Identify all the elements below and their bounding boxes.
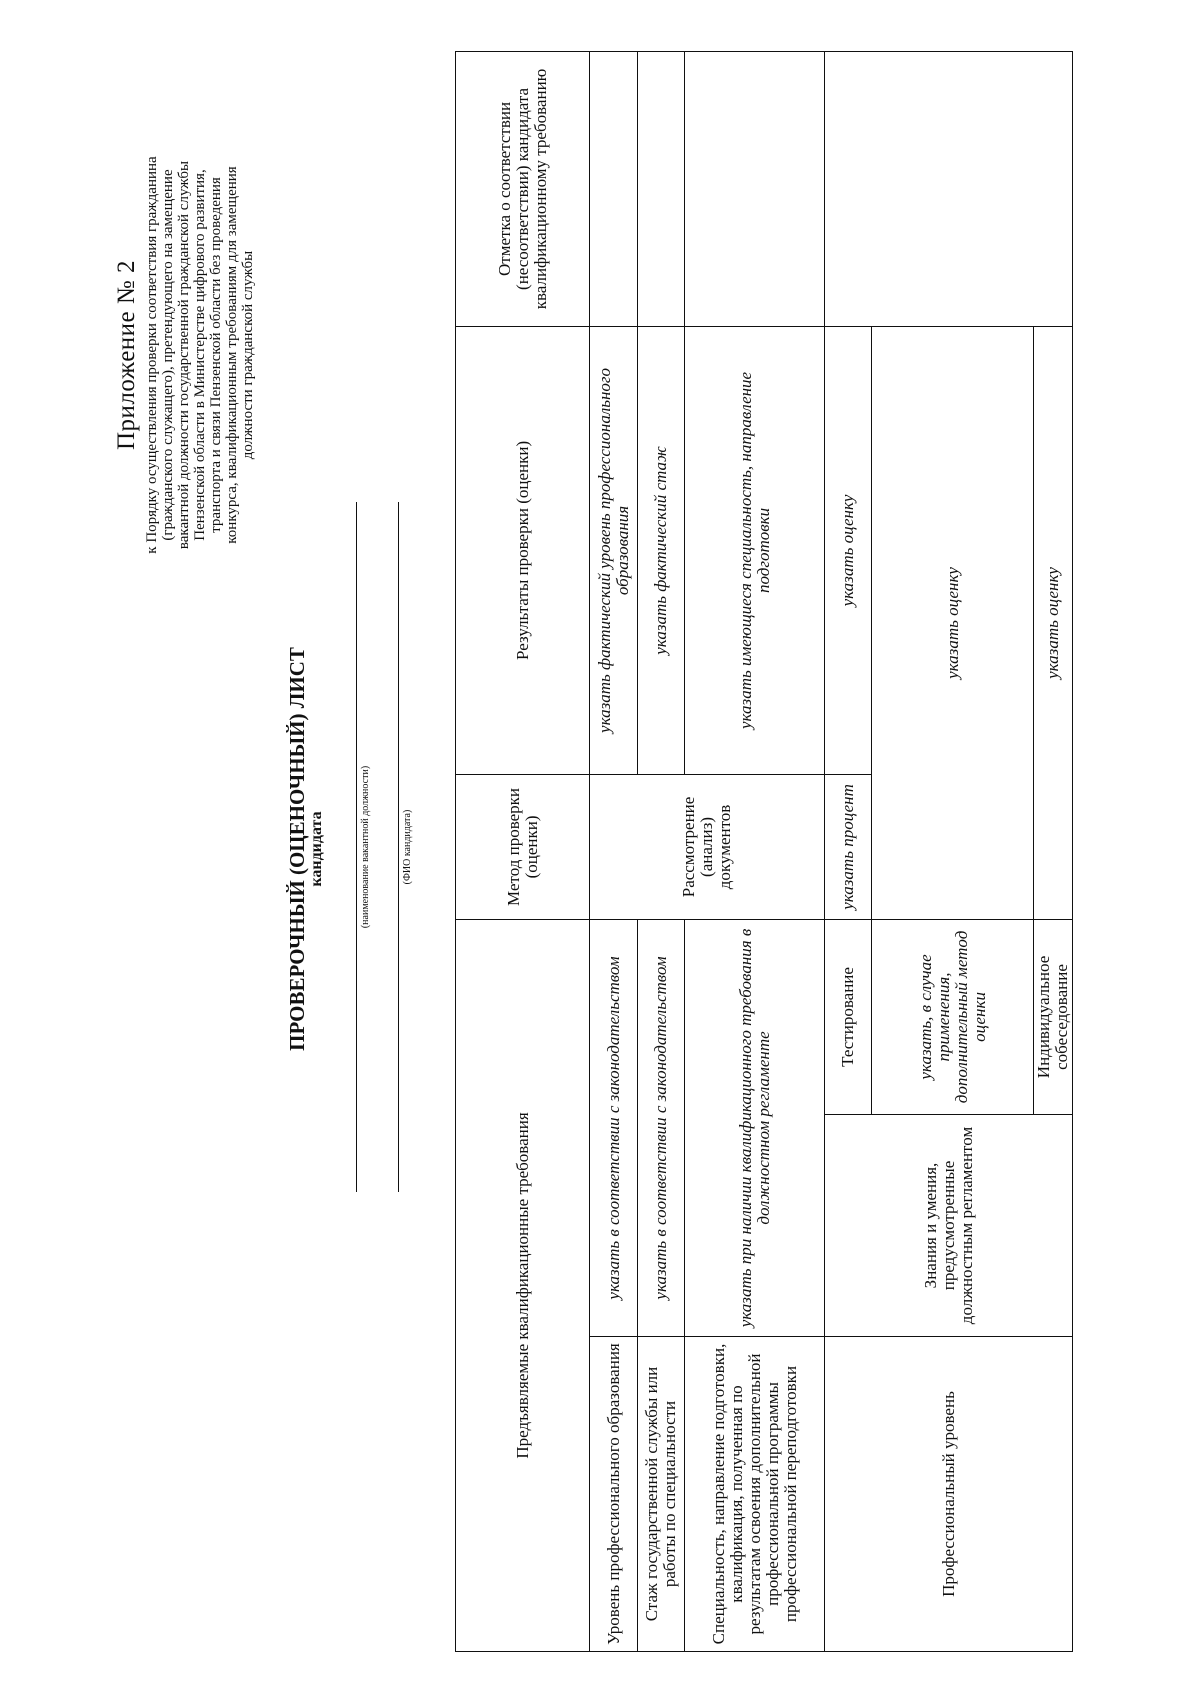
education-mark-cell: [590, 51, 638, 326]
specialty-mark-cell: [685, 51, 825, 326]
specialty-requirement: указать при наличии квалификационного требования в должностном регламенте: [685, 919, 825, 1336]
interview-result: указать оценку: [1034, 326, 1073, 919]
header-method: Метод проверки (оценки): [456, 774, 590, 919]
experience-requirement: указать в соответствии с законодательством: [638, 919, 685, 1336]
education-requirement: указать в соответствии с законодательством: [590, 919, 638, 1336]
appendix-line: (гражданского служащего), претендующего на замещение: [160, 169, 176, 541]
position-caption: (наименование вакантной должности): [360, 765, 371, 929]
professional-label: Профессиональный уровень: [825, 1337, 1073, 1652]
interview-method: Индивидуальное собеседование: [1034, 919, 1073, 1114]
extra-method: указать, в случае применения, дополнительный метод оценки: [872, 919, 1034, 1114]
professional-mark-cell: [825, 51, 1073, 326]
appendix-line: вакантной должности государственной гражданской службы: [176, 160, 192, 550]
testing-percent: указать процент: [825, 774, 872, 919]
candidate-line: [398, 502, 399, 1192]
candidate-caption: (ФИО кандидата): [402, 809, 413, 885]
table-header-row: [456, 51, 590, 1651]
experience-result: указать фактический стаж: [638, 326, 685, 774]
appendix-line: Пензенской области в Министерстве цифрового развития,: [192, 169, 208, 541]
experience-mark-cell: [638, 51, 685, 326]
table-row: [590, 51, 638, 1651]
appendix-text: [144, 95, 256, 615]
specialty-result: указать имеющиеся специальность, направление подготовки: [685, 326, 825, 774]
education-result: указать фактический уровень профессионального образования: [590, 326, 638, 774]
header-requirements: Предъявляемые квалификационные требования: [456, 919, 590, 1651]
documents-method: Рассмотрение (анализ) документов: [590, 774, 825, 919]
document-title: ПРОВЕРОЧНЫЙ (ОЦЕНОЧНЫЙ) ЛИСТ: [285, 647, 309, 1051]
appendix-line: к Порядку осуществления проверки соответствия гражданина: [144, 156, 160, 554]
specialty-label: Специальность, направление подготовки, квалификация, полученная по результатам освоения дополнительной профессиональной программы профессиональной переподготовки: [685, 1337, 825, 1652]
testing-score: указать оценку: [825, 326, 872, 774]
testing-method: Тестирование: [825, 919, 872, 1114]
appendix-line: должности гражданской службы: [240, 250, 256, 460]
experience-label: Стаж государственной службы или работы по специальности: [638, 1337, 685, 1652]
education-label: Уровень профессионального образования: [590, 1337, 638, 1652]
table-row: [825, 51, 872, 1651]
appendix-title: Приложение № 2: [113, 259, 140, 451]
header-mark: Отметка о соответствии (несоответствии) кандидата квалификационному требованию: [456, 51, 590, 326]
appendix-line: транспорта и связи Пензенской области без проведения: [208, 177, 224, 533]
document-subtitle: кандидата: [308, 811, 325, 887]
professional-requirement: Знания и умения, предусмотренные должностным регламентом: [825, 1115, 1073, 1337]
appendix-line: конкурса, квалификационным требованиям для замещения: [224, 166, 240, 544]
position-line: [356, 502, 357, 1192]
qualification-table: [455, 51, 1073, 1652]
extra-result: указать оценку: [872, 326, 1034, 919]
appendix-block: [112, 95, 256, 615]
header-results: Результаты проверки (оценки): [456, 326, 590, 774]
